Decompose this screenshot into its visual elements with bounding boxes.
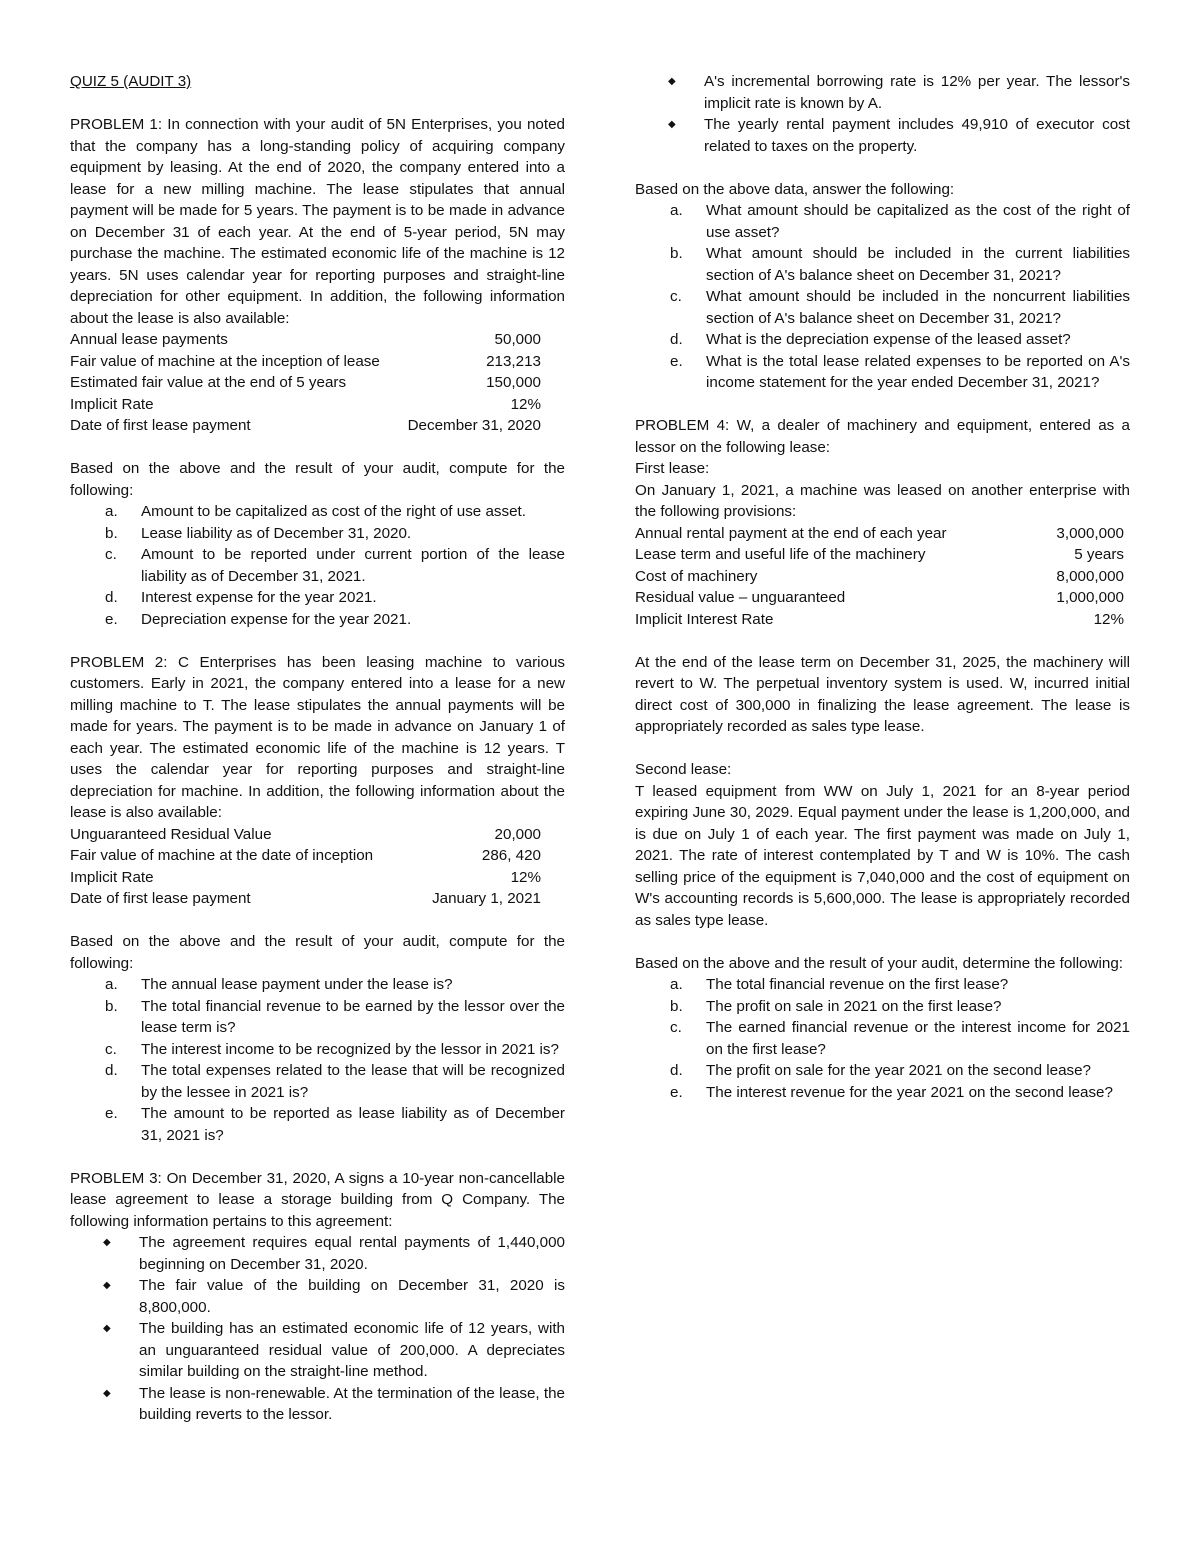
first-lease-intro: On January 1, 2021, a machine was leased on another enterprise with the following provisions: [635,481,1130,520]
problem-2-prompt: Based on the above and the result of your audit, compute for the following: [70,933,565,972]
list-item: a. What amount should be capitalized as the cost of the right of use asset? [670,202,1130,241]
list-item: a. The annual lease payment under the lease is? [105,976,453,993]
data-row: Lease term and useful life of the machinery 5 years [635,546,1124,563]
bullet-icon: ◆ [103,1387,111,1399]
bullet-item: ◆ The agreement requires equal rental payments of 1,440,000 beginning on December 31, 2020. [70,1232,565,1275]
list-item: d. The profit on sale for the year 2021 on the second lease? [670,1062,1092,1079]
list-item: c. The interest income to be recognized by the lessor in 2021 is? [105,1040,559,1058]
data-row: Implicit Rate 12% [70,868,541,886]
list-item: e. The amount to be reported as lease liability as of December 31, 2021 is? [105,1105,565,1144]
problem-1-intro: PROBLEM 1: In connection with your audit of 5N Enterprises, you noted that the company has a long-standing policy of acquiring company equipment by leasing. At the end of 2020, the company entered into a lease for a new milling machine. The lease stipulates that annual payment will be made for 5 years. The payment is to be made in advance on December 31 of each year. At the end of 5-year period, 5N may purchase the machine. The estimated economic life of the machine is 12 years. 5N uses calendar year for reporting purposes and straight-line depreciation for other equipment. In addition, the following information about the lease is also available: [70,116,565,327]
data-row: Implicit Rate 12% [70,395,541,413]
data-row: Unguaranteed Residual Value 20,000 [70,825,541,843]
data-row: Fair value of machine at the date of inception 286, 420 [70,847,541,864]
data-row: Date of first lease payment January 1, 2021 [70,890,541,907]
problem-1-questions [70,501,565,630]
problem-3-questions [635,200,1130,394]
data-row: Annual lease payments 50,000 [70,331,541,348]
list-item: a. Amount to be capitalized as cost of the right of use asset. [105,503,526,520]
first-lease-end: At the end of the lease term on December 31, 2025, the machinery will revert to W. The perpetual inventory system is used. W, incurred initial direct cost of 300,000 in finalizing the lease agreement. The lease is appropriately recorded as sales type lease. [635,653,1130,735]
list-item: d. Interest expense for the year 2021. [105,589,377,606]
bullet-icon: ◆ [668,119,676,130]
bullet-item: ◆ The yearly rental payment includes 49,910 of executor cost related to taxes on the property. [635,114,1130,157]
list-item: b. The profit on sale in 2021 on the first lease? [670,997,1002,1015]
list-item: e. What is the total lease related expenses to be reported on A's income statement for the year ended December 31, 2021? [670,352,1130,391]
problem-1-prompt: Based on the above and the result of your audit, compute for the following: [70,460,565,499]
bullet-icon: ◆ [103,1237,111,1248]
problem-4-questions [635,974,1130,1103]
bullet-icon: ◆ [103,1323,111,1334]
data-row: Residual value – unguaranteed 1,000,000 [635,589,1124,606]
first-lease-label: First lease: [635,460,710,477]
list-item: b. Lease liability as of December 31, 2020. [105,524,412,542]
data-row: Date of first lease payment December 31, 2020 [70,417,541,434]
list-item: d. What is the depreciation expense of the leased asset? [670,331,1071,348]
problem-3-prompt: Based on the above data, answer the following: [635,180,955,198]
bullet-icon: ◆ [668,76,676,87]
data-row: Cost of machinery 8,000,000 [635,567,1124,585]
list-item: b. The total financial revenue to be earned by the lessor over the lease term is? [105,997,565,1036]
problem-3-bullets [70,1232,565,1426]
list-item: d. The total expenses related to the lease that will be recognized by the lessee in 2021 is? [105,1062,565,1101]
problem-1-data-table [70,329,565,437]
list-item: c. Amount to be reported under current portion of the lease liability as of December 31, 2021. [105,546,565,585]
bullet-item: ◆ A's incremental borrowing rate is 12% per year. The lessor's implicit rate is known by A. [635,71,1130,114]
list-item: e. Depreciation expense for the year 2021. [105,610,412,628]
problem-4-data-table [635,523,1130,631]
list-item: e. The interest revenue for the year 2021 on the second lease? [670,1083,1113,1101]
bullet-item: ◆ The fair value of the building on December 31, 2020 is 8,800,000. [70,1275,565,1318]
bullet-item: ◆ The building has an estimated economic life of 12 years, with an unguaranteed residual value of 200,000. A depreciates similar building on the straight-line method. [70,1318,565,1383]
list-item: c. What amount should be included in the noncurrent liabilities section of A's balance sheet on December 31, 2021? [670,288,1130,327]
data-row: Estimated fair value at the end of 5 years 150,000 [70,374,541,391]
problem-3-bullets-continued [635,71,1130,157]
problem-4-prompt: Based on the above and the result of your audit, determine the following: [635,954,1124,972]
problem-3-intro: PROBLEM 3: On December 31, 2020, A signs a 10-year non-cancellable lease agreement to lease a storage building from Q Company. The following information pertains to this agreement: [70,1169,565,1230]
problem-2-data-table [70,824,565,910]
quiz-title: QUIZ 5 (AUDIT 3) [70,73,192,90]
data-row: Fair value of machine at the inception of lease 213,213 [70,352,541,370]
list-item: a. The total financial revenue on the first lease? [670,976,1009,993]
bullet-icon: ◆ [103,1280,111,1291]
list-item: b. What amount should be included in the current liabilities section of A's balance sheet on December 31, 2021? [670,245,1130,284]
list-item: c. The earned financial revenue or the interest income for 2021 on the first lease? [670,1019,1130,1058]
problem-2-intro: PROBLEM 2: C Enterprises has been leasing machine to various customers. Early in 2021, the company entered into a lease for a new milling machine to T. The lease stipulates the annual payments will be made for years. The payment is to be made in advance on January 1 of each year. The estimated economic life of the machine is 12 years. T uses the calendar year for reporting purposes and straight-line depreciation for machine. In addition, the following information about the lease is also available: [70,653,565,821]
problem-2-questions [70,974,565,1146]
left-column [70,71,565,1426]
problem-4-intro: PROBLEM 4: W, a dealer of machinery and equipment, entered as a lessor on the following lease: [635,417,1130,456]
bullet-item: ◆ The lease is non-renewable. At the termination of the lease, the building reverts to the lessor. [70,1383,565,1426]
second-lease-label: Second lease: [635,761,732,778]
data-row: Annual rental payment at the end of each year 3,000,000 [635,524,1124,542]
second-lease-text: T leased equipment from WW on July 1, 2021 for an 8-year period expiring June 30, 2029. Equal payment under the lease is 1,200,000, and is due on July 1 of each year. The first payment was made on July 1, 2021. The rate of interest contemplated by T and W is 10%. The cash selling price of the equipment is 7,040,000 and the cost of equipment on W's accounting records is 5,600,000. The lease is appropriately recorded as sales type lease. [635,782,1130,929]
data-row: Implicit Interest Rate 12% [635,610,1124,628]
right-column [635,71,1130,1103]
